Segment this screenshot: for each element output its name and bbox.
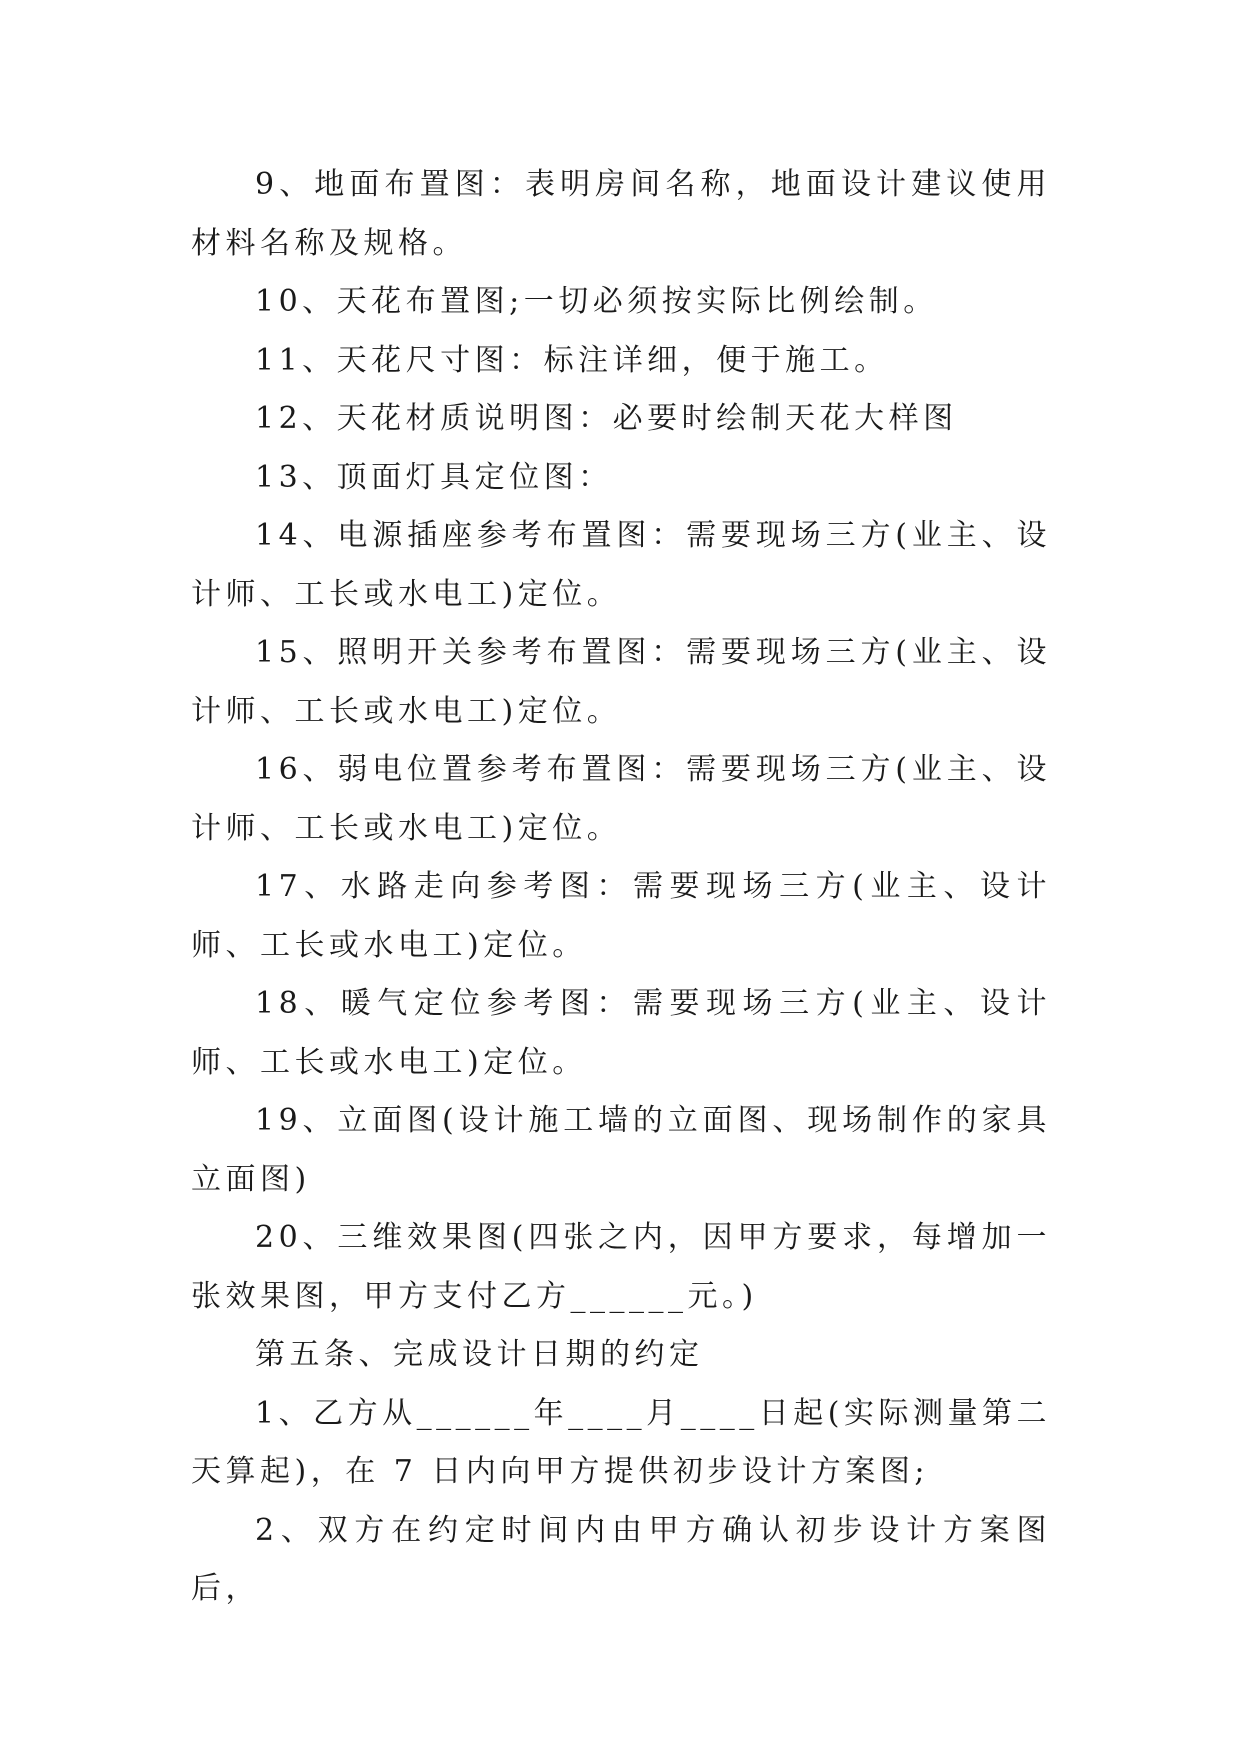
paragraph-item-20-3d-renderings: 20、三维效果图(四张之内，因甲方要求，每增加一张效果图，甲方支付乙方______元。) [191,1220,1051,1314]
paragraph-item-18-heating: 18、暖气定位参考图：需要现场三方(业主、设计师、工长或水电工)定位。 [191,986,1051,1080]
paragraph-item-10-ceiling-layout: 10、天花布置图;一切必须按实际比例绘制。 [255,284,938,319]
paragraph-item-12-ceiling-materials: 12、天花材质说明图：必要时绘制天花大样图 [255,401,958,436]
paragraph-item-9-floor-layout: 9、地面布置图：表明房间名称，地面设计建议使用材料名称及规格。 [191,167,1051,261]
document-body [191,156,1051,1619]
paragraph-item-13-ceiling-lighting: 13、顶面灯具定位图： [255,459,613,495]
paragraph-item-14-power-sockets: 14、电源插座参考布置图：需要现场三方(业主、设计师、工长或水电工)定位。 [191,518,1051,612]
paragraph-item-17-water-routing: 17、水路走向参考图：需要现场三方(业主、设计师、工长或水电工)定位。 [191,869,1051,963]
paragraph-item-16-low-voltage: 16、弱电位置参考布置图：需要现场三方(业主、设计师、工长或水电工)定位。 [191,752,1051,846]
paragraph-item-1-schedule: 1、乙方从______年____月____日起(实际测量第二天算起)，在 7 日内向甲方提供初步设计方案图; [191,1395,1051,1489]
paragraph-item-11-ceiling-dimensions: 11、天花尺寸图：标注详细，便于施工。 [255,342,889,378]
paragraph-item-2-confirmation: 2、双方在约定时间内由甲方确认初步设计方案图后， [191,1512,1051,1606]
section-heading-article-5: 第五条、完成设计日期的约定 [255,1337,704,1372]
paragraph-item-15-light-switches: 15、照明开关参考布置图：需要现场三方(业主、设计师、工长或水电工)定位。 [191,635,1051,729]
paragraph-item-19-elevations: 19、立面图(设计施工墙的立面图、现场制作的家具立面图) [191,1103,1051,1197]
